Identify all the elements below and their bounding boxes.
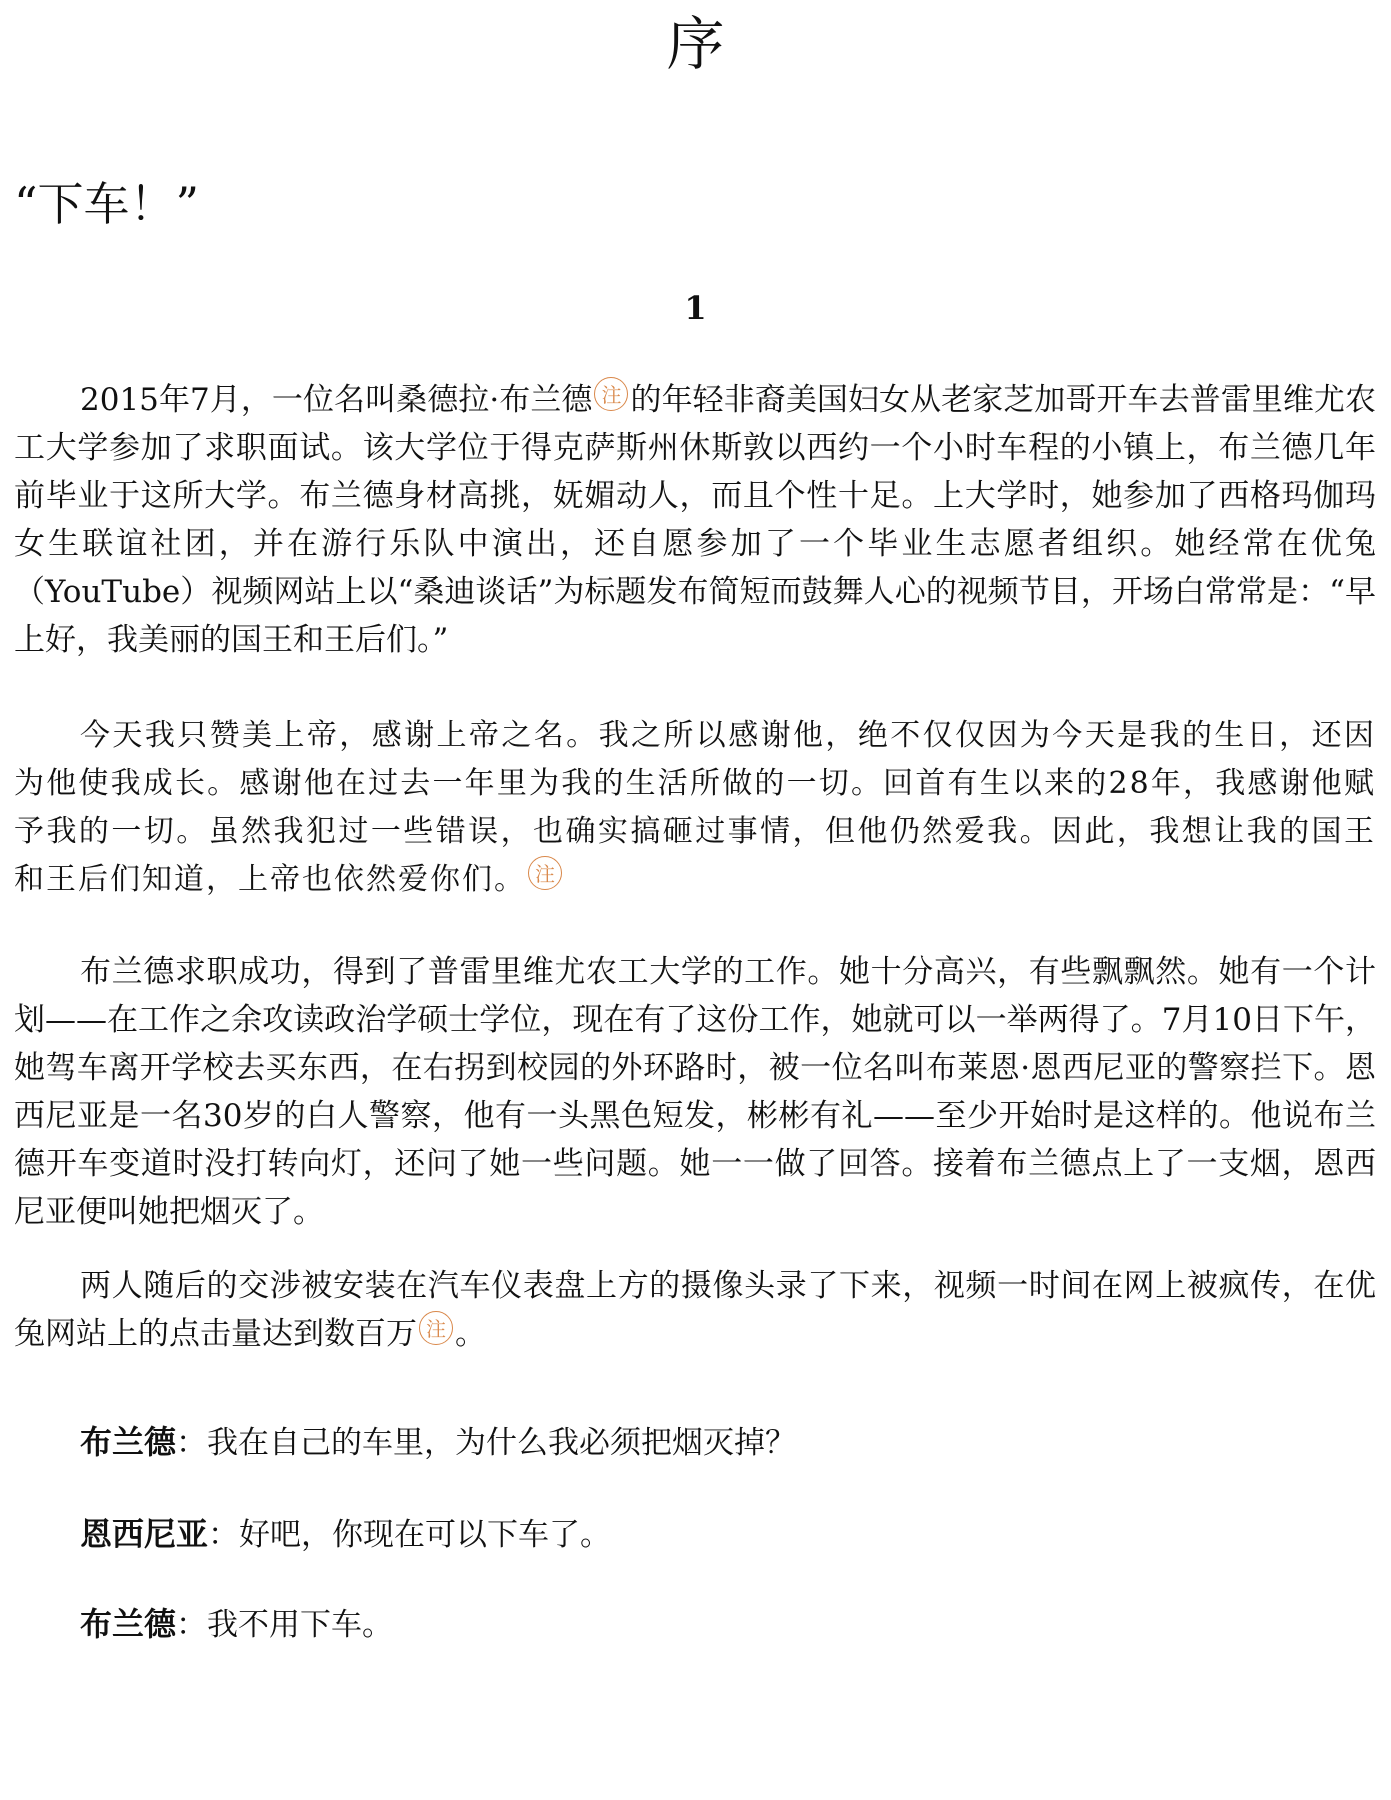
footnote-marker-2[interactable]: 注 xyxy=(528,856,562,890)
dialogue-colon: ： xyxy=(176,1607,208,1643)
section-number: 1 xyxy=(684,289,707,327)
dialogue-speaker: 布兰德 xyxy=(80,1423,177,1461)
dialogue-text: 我不用下车。 xyxy=(207,1607,394,1643)
dialogue-text: 我在自己的车里，为什么我必须把烟灭掉？ xyxy=(207,1425,797,1461)
paragraph-traffic-stop: 布兰德求职成功，得到了普雷里维尤农工大学的工作。她十分高兴，有些飘飘然。她有一个计划——在工作之余攻读政治学硕士学位，现在有了这份工作，她就可以一举两得了。7月10日下午，她驾车离开学校去买东西，在右拐到校园的外环路时，被一位名叫布莱恩·恩西尼亚的警察拦下。恩西尼亚是一名30岁的白人警察，他有一头黑色短发，彬彬有礼——至少开始时是这样的。他说布兰德开车变道时没打转向灯，还问了她一些问题。她一一做了回答。接着布兰德点上了一支烟，恩西尼亚便叫她把烟灭了。 xyxy=(14,954,1376,1230)
paragraph-video xyxy=(14,1262,1376,1358)
paragraph-intro xyxy=(14,376,1376,664)
chapter-subtitle: “下车！” xyxy=(14,177,200,231)
dialogue-line xyxy=(80,1600,393,1649)
dialogue-speaker: 恩西尼亚 xyxy=(80,1515,209,1553)
paragraph-video-text-b: 。 xyxy=(455,1316,486,1352)
footnote-marker-1[interactable]: 注 xyxy=(594,377,628,411)
footnote-marker-3[interactable]: 注 xyxy=(419,1311,453,1345)
block-quote xyxy=(14,712,1376,904)
dialogue-line xyxy=(80,1510,611,1559)
dialogue-text: 好吧，你现在可以下车了。 xyxy=(239,1517,612,1553)
paragraph-video-text-a: 两人随后的交涉被安装在汽车仪表盘上方的摄像头录了下来，视频一时间在网上被疯传，在优兔网站上的点击量达到数百万 xyxy=(14,1268,1376,1352)
paragraph-intro-text-a: 2015年7月，一位名叫桑德拉·布兰德 xyxy=(80,382,593,418)
block-quote-text: 今天我只赞美上帝，感谢上帝之名。我之所以感谢他，绝不仅仅因为今天是我的生日，还因为他使我成长。感谢他在过去一年里为我的生活所做的一切。回首有生以来的28年，我感谢他赋予我的一切。虽然我犯过一些错误，也确实搞砸过事情，但他仍然爱我。因此，我想让我的国王和王后们知道，上帝也依然爱你们。 xyxy=(14,718,1376,897)
page-title: 序 xyxy=(666,10,725,78)
paragraph-intro-text-b: 的年轻非裔美国妇女从老家芝加哥开车去普雷里维尤农工大学参加了求职面试。该大学位于得克萨斯州休斯敦以西约一个小时车程的小镇上，布兰德几年前毕业于这所大学。布兰德身材高挑，妩媚动人，而且个性十足。上大学时，她参加了西格玛伽玛女生联谊社团，并在游行乐队中演出，还自愿参加了一个毕业生志愿者组织。她经常在优兔（YouTube）视频网站上以“桑迪谈话”为标题发布简短而鼓舞人心的视频节目，开场白常常是：“早上好，我美丽的国王和王后们。” xyxy=(14,382,1377,658)
dialogue-line xyxy=(80,1418,796,1467)
dialogue-colon: ： xyxy=(208,1517,240,1553)
dialogue-speaker: 布兰德 xyxy=(80,1605,177,1643)
dialogue-colon: ： xyxy=(176,1425,208,1461)
